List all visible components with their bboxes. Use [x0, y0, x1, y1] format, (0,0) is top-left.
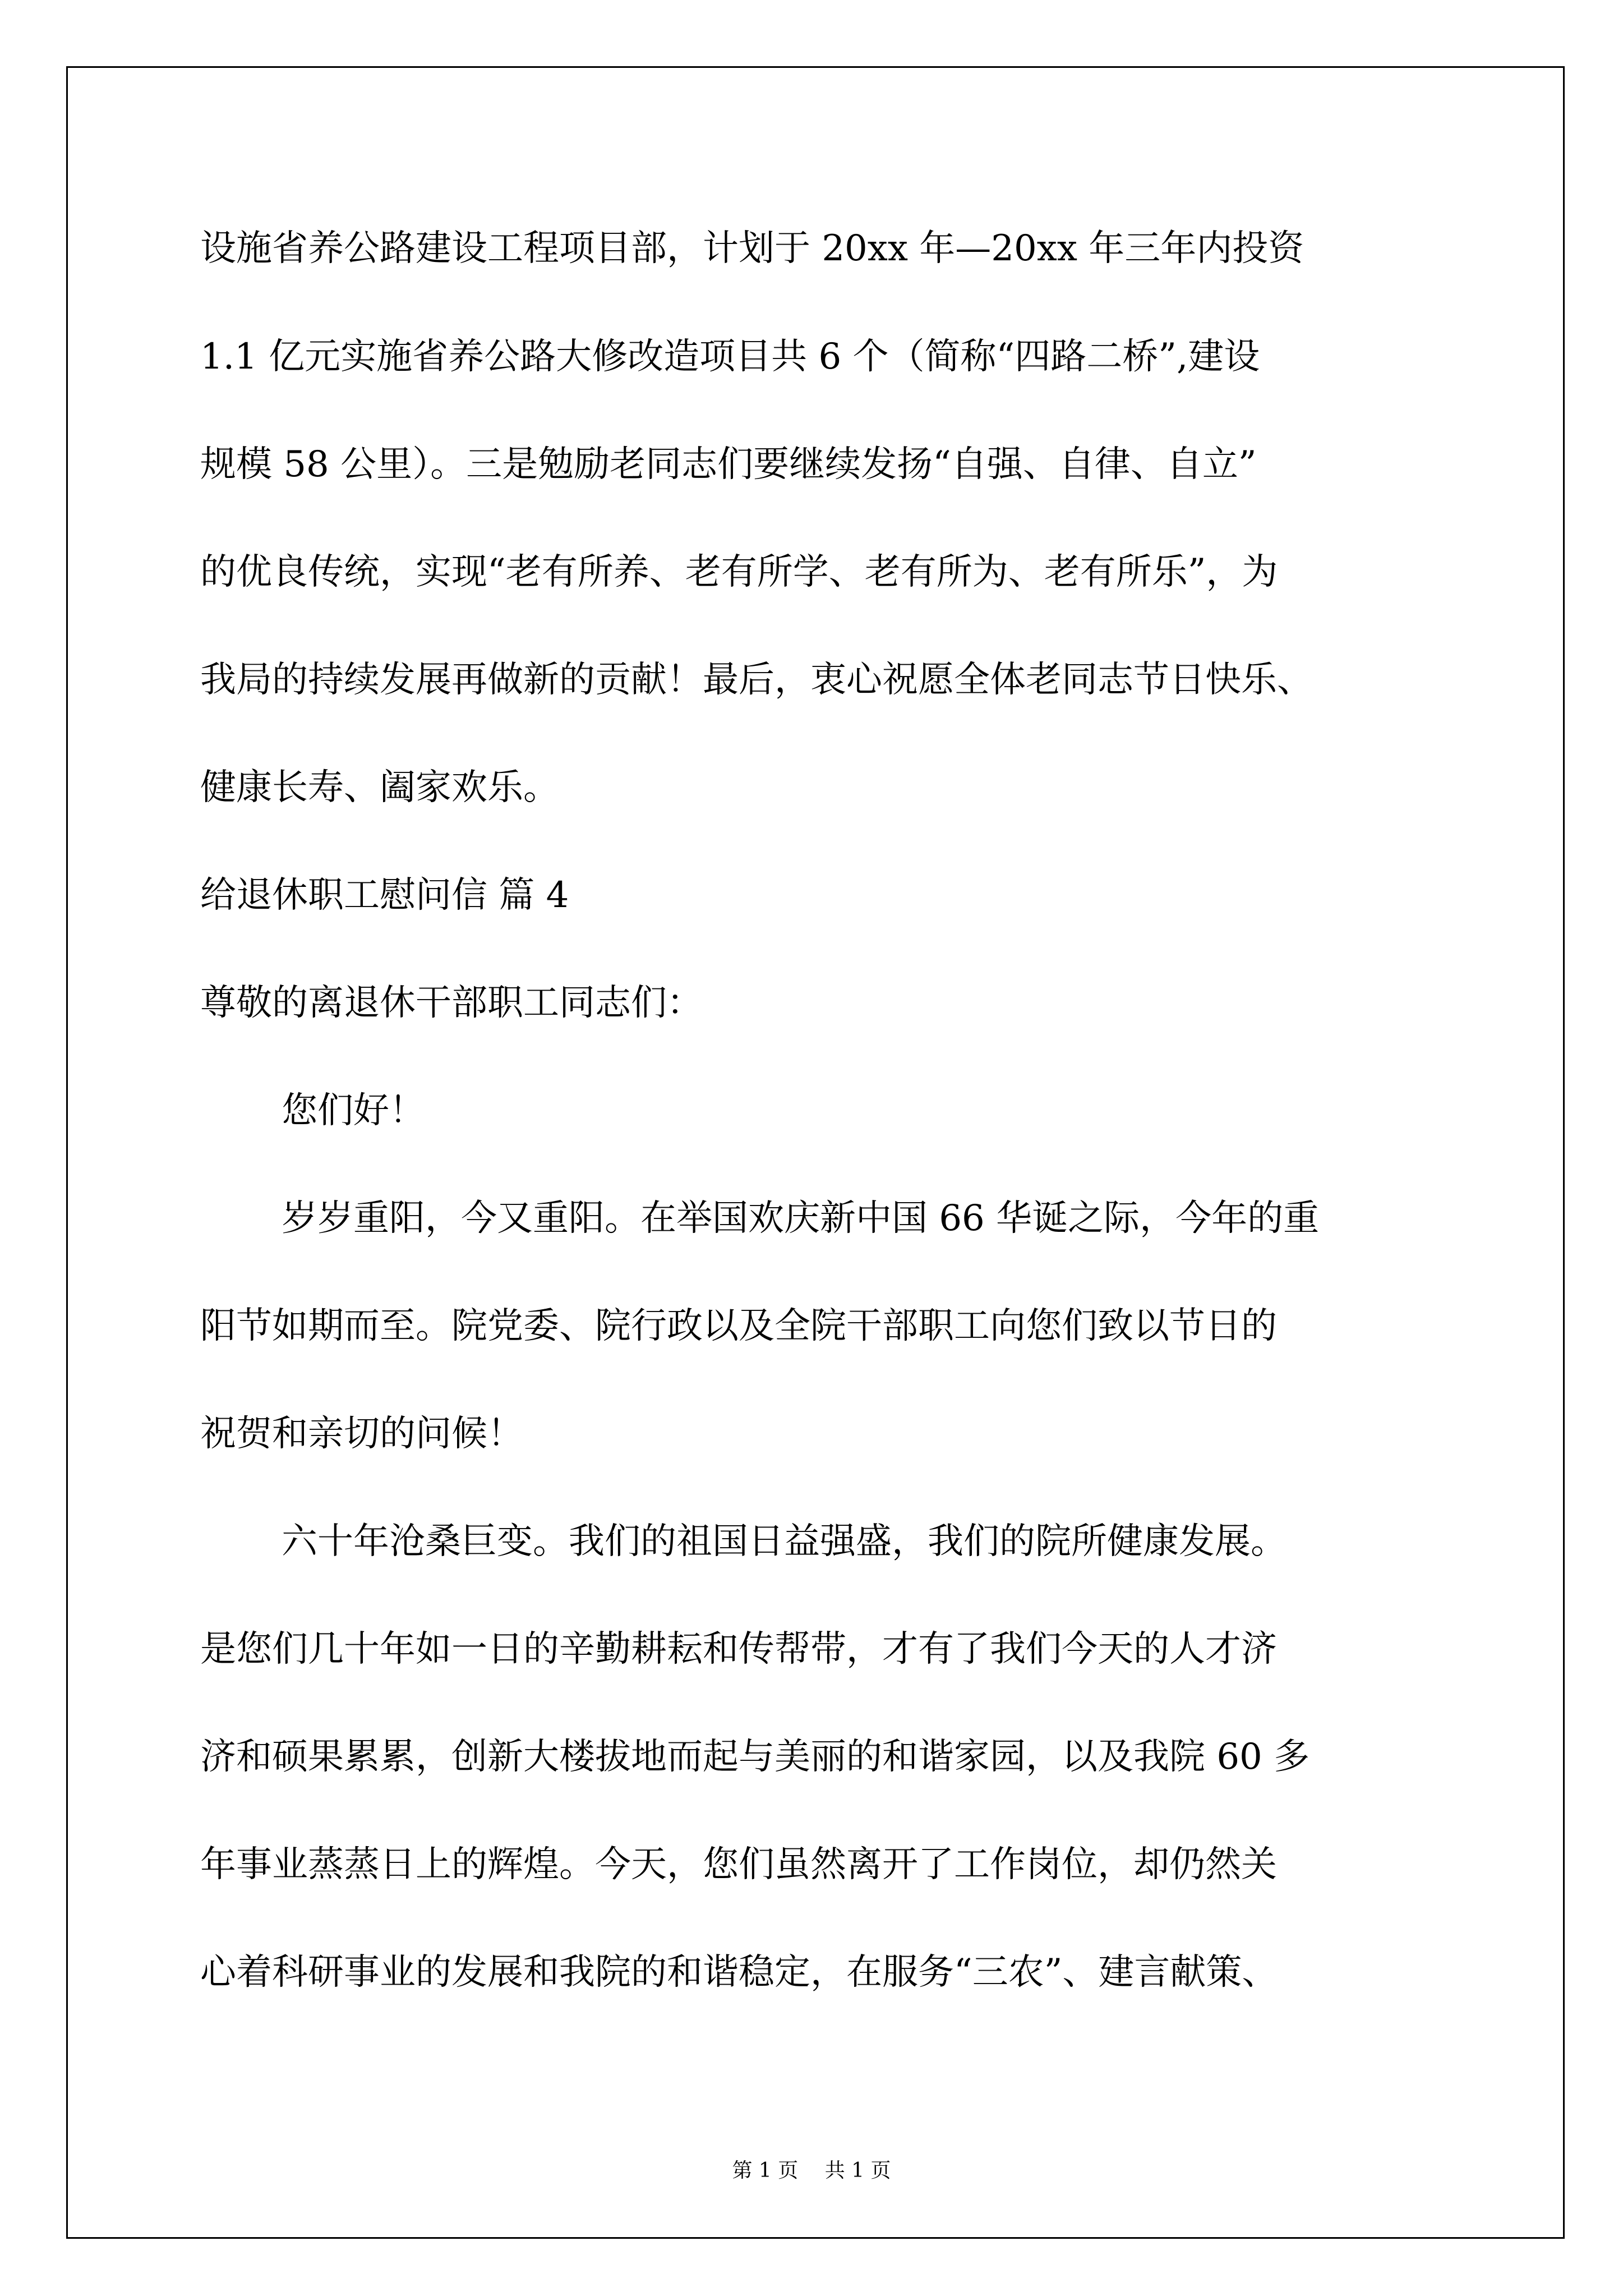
body-text-line: 六十年沧桑巨变。我们的祖国日益强盛，我们的院所健康发展。 [282, 1521, 1287, 1562]
page-number: 第 1 页 [732, 2159, 799, 2182]
page-border [66, 66, 1565, 2239]
body-text-line: 是您们几十年如一日的辛勤耕耘和传帮带，才有了我们今天的人才济 [200, 1628, 1277, 1670]
body-text-line: 的优良传统，实现“老有所养、老有所学、老有所为、老有所乐”，为 [200, 551, 1278, 593]
body-text-line: 设施省养公路建设工程项目部，计划于 20xx 年—20xx 年三年内投资 [200, 228, 1304, 269]
body-text-line: 健康长寿、阖家欢乐。 [200, 767, 559, 808]
page-footer [0, 2157, 1623, 2184]
body-text-line: 规模 58 公里）。三是勉励老同志们要继续发扬“自强、自律、自立” [200, 444, 1257, 485]
body-text-line: 岁岁重阳，今又重阳。在举国欢庆新中国 66 华诞之际，今年的重 [282, 1198, 1320, 1239]
page-total: 共 1 页 [824, 2159, 891, 2182]
body-text-line: 我局的持续发展再做新的贡献！最后，衷心祝愿全体老同志节日快乐、 [200, 659, 1313, 701]
section-heading: 给退休职工慰问信 篇 4 [200, 875, 569, 916]
body-text-line: 阳节如期而至。院党委、院行政以及全院干部职工向您们致以节日的 [200, 1305, 1277, 1347]
body-text-line: 年事业蒸蒸日上的辉煌。今天，您们虽然离开了工作岗位，却仍然关 [200, 1844, 1277, 1885]
greeting: 您们好！ [282, 1090, 425, 1131]
body-text-line: 1.1 亿元实施省养公路大修改造项目共 6 个（简称“四路二桥”,建设 [200, 336, 1260, 378]
body-text-line: 祝贺和亲切的问候！ [200, 1413, 523, 1455]
salutation: 尊敬的离退休干部职工同志们： [200, 982, 703, 1024]
body-text-line: 济和硕果累累，创新大楼拔地而起与美丽的和谐家园，以及我院 60 多 [200, 1736, 1310, 1778]
body-text-line: 心着科研事业的发展和我院的和谐稳定，在服务“三农”、建言献策、 [200, 1952, 1278, 1993]
